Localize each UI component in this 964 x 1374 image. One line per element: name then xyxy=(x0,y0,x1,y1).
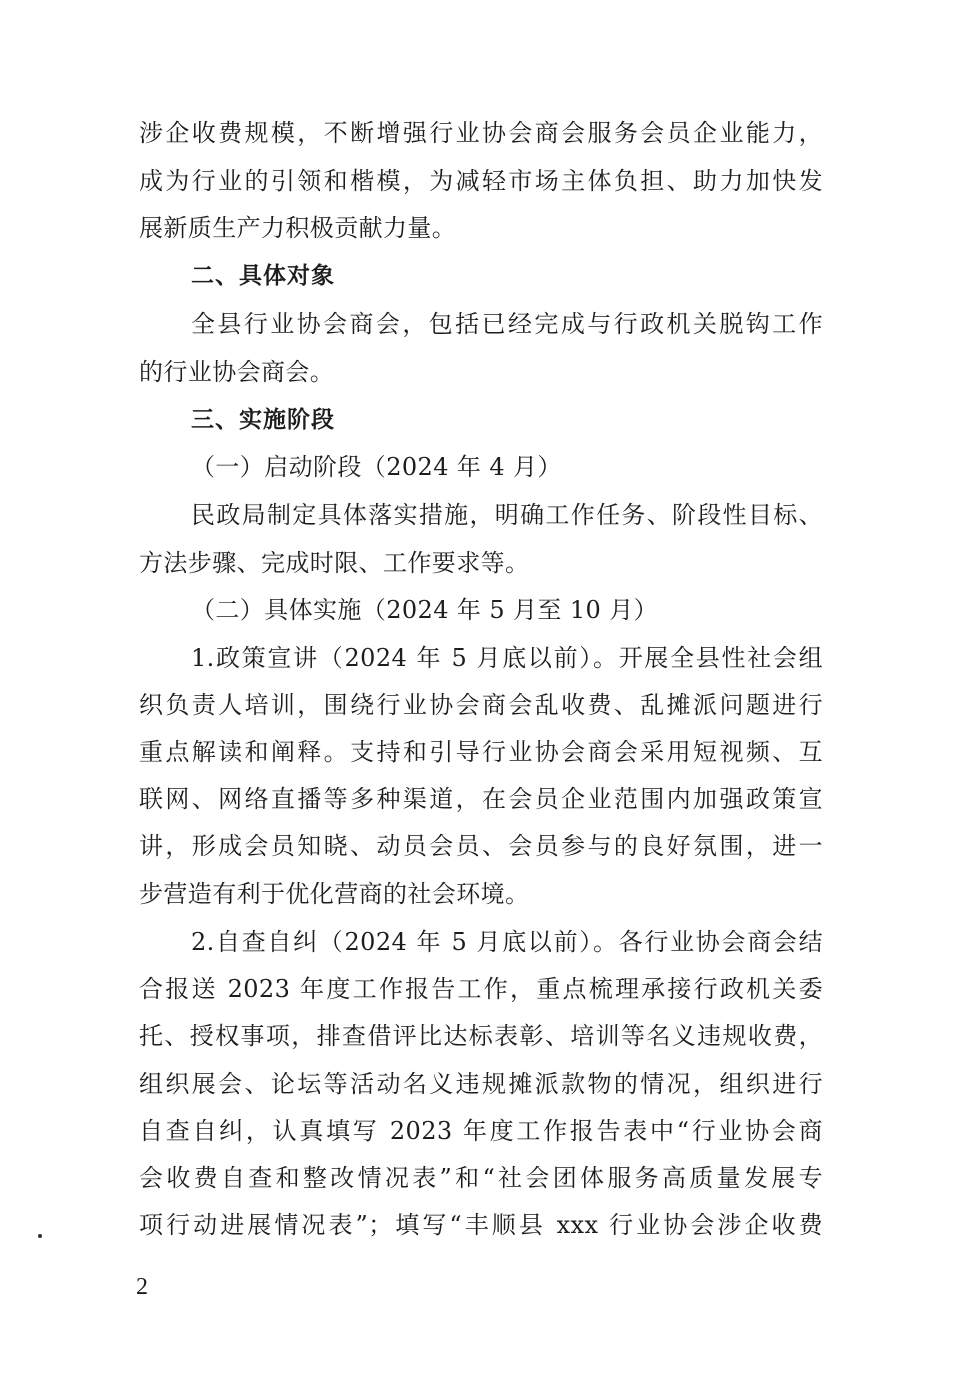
subsection-heading: （一）启动阶段（2024 年 4 月） xyxy=(191,453,562,481)
paragraph-line: 组织展会、论坛等活动名义违规摊派款物的情况，组织进行 xyxy=(139,1070,823,1098)
paragraph-line: 自查自纠，认真填写 2023 年度工作报告表中“行业协会商 xyxy=(139,1117,823,1145)
section-heading: 二、具体对象 xyxy=(191,263,335,289)
paragraph-line: 1.政策宣讲（2024 年 5 月底以前）。开展全县性社会组 xyxy=(191,644,823,672)
paragraph-line: 联网、网络直播等多种渠道，在会员企业范围内加强政策宣 xyxy=(139,785,823,813)
paragraph-line: 织负责人培训，围绕行业协会商会乱收费、乱摊派问题进行 xyxy=(139,691,823,719)
paragraph-line: 展新质生产力积极贡献力量。 xyxy=(139,214,457,242)
paragraph-line: 的行业协会商会。 xyxy=(139,358,335,386)
paragraph-line: 项行动进展情况表”；填写“丰顺县 xxx 行业协会涉企收费 xyxy=(139,1211,823,1239)
paragraph-line: 成为行业的引领和楷模，为减轻市场主体负担、助力加快发 xyxy=(139,167,823,195)
paragraph-line: 涉企收费规模，不断增强行业协会商会服务会员企业能力， xyxy=(139,119,823,147)
paragraph-line: 步营造有利于优化营商的社会环境。 xyxy=(139,880,530,908)
paragraph-line: 方法步骤、完成时限、工作要求等。 xyxy=(139,549,530,577)
page-number: 2 xyxy=(136,1274,148,1300)
paragraph-line: 重点解读和阐释。支持和引导行业协会商会采用短视频、互 xyxy=(139,738,823,766)
paragraph-line: 托、授权事项，排查借评比达标表彰、培训等名义违规收费， xyxy=(139,1022,823,1050)
scan-speck xyxy=(38,1234,42,1238)
section-heading: 三、实施阶段 xyxy=(191,407,335,433)
paragraph-line: 民政局制定具体落实措施，明确工作任务、阶段性目标、 xyxy=(191,501,823,529)
paragraph-line: 全县行业协会商会，包括已经完成与行政机关脱钩工作 xyxy=(191,310,823,338)
paragraph-line: 讲，形成会员知晓、动员会员、会员参与的良好氛围，进一 xyxy=(139,832,823,860)
paragraph-line: 合报送 2023 年度工作报告工作，重点梳理承接行政机关委 xyxy=(139,975,823,1003)
subsection-heading: （二）具体实施（2024 年 5 月至 10 月） xyxy=(191,596,659,624)
paragraph-line: 会收费自查和整改情况表”和“社会团体服务高质量发展专 xyxy=(139,1164,823,1192)
paragraph-line: 2.自查自纠（2024 年 5 月底以前）。各行业协会商会结 xyxy=(191,928,823,956)
